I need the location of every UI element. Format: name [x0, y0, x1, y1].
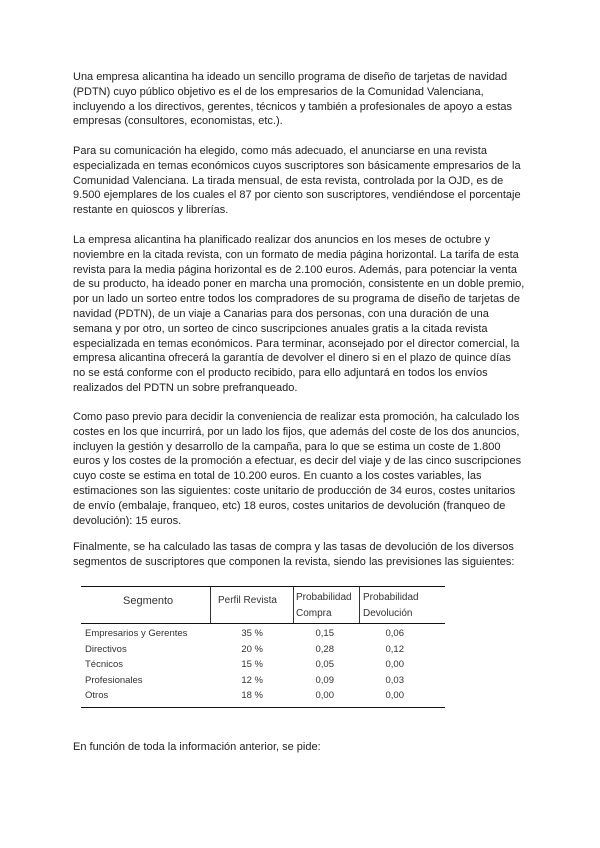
header-compra-line1: Probabilidad [296, 592, 352, 603]
row-perfil: 20 % [241, 644, 263, 655]
row-devolucion: 0,06 [385, 628, 404, 639]
row-compra: 0,00 [315, 690, 334, 701]
table-divider [359, 587, 360, 623]
table-header-rule [81, 623, 445, 624]
header-perfil: Perfil Revista [218, 595, 277, 606]
row-compra: 0,05 [315, 659, 334, 670]
paragraph-request: En función de toda la información anterior, se pide: [73, 741, 321, 753]
header-compra-line2: Compra [296, 608, 332, 619]
table-divider [293, 587, 294, 623]
row-segmento: Empresarios y Gerentes [85, 628, 188, 639]
paragraph-planning: La empresa alicantina ha planificado realizar dos anuncios en los meses de octubre y noviembre en la citada revista, con un formato de media página horizontal. La tarifa de esta revista para la media página horizontal es de 2.100 euros. Además, para potenciar la venta de su producto, ha ideado poner en marcha una promoción, consistente en un doble premio, por un lado un sorteo entre todos los compradores de su programa de diseño de tarjetas de navidad (PDTN), de un viaje a Canarias para dos personas, con una duración de una semana y por otro, un sorteo de cinco suscripciones anuales gratis a la citada revista especializada en temas económicos. Para terminar, aconsejado por el director comercial, la empresa alicantina ofrecerá la garantía de devolver el dinero si en el plazo de quince días no se está conforme con el producto recibido, para ello adjuntará en todos los envíos realizados del PDTN un sobre prefranqueado. [73, 234, 525, 394]
row-devolucion: 0,00 [385, 690, 404, 701]
row-perfil: 18 % [241, 690, 263, 701]
row-segmento: Técnicos [85, 659, 124, 670]
row-segmento: Otros [85, 690, 109, 701]
table-divider [210, 587, 211, 623]
row-perfil: 12 % [241, 675, 263, 686]
header-devolucion-line1: Probabilidad [363, 592, 419, 603]
row-segmento: Directivos [85, 644, 127, 655]
row-compra: 0,15 [315, 628, 334, 639]
row-devolucion: 0,03 [385, 675, 404, 686]
row-compra: 0,09 [315, 675, 334, 686]
row-perfil: 35 % [241, 628, 263, 639]
paragraph-communication: Para su comunicación ha elegido, como más adecuado, el anunciarse en una revista especializada en temas económicos cuyos suscriptores son básicamente empresarios de la Comunidad Valenciana. La tirada mensual, de esta revista, controlada por la OJD, es de 9.500 ejemplares de los cuales el 87 por ciento son suscriptores, vendiéndose el porcentaje restante en quioscos y librerías. [73, 145, 521, 217]
row-segmento: Profesionales [85, 675, 143, 686]
segment-table [81, 586, 445, 708]
header-segmento: Segmento [123, 595, 174, 607]
row-devolucion: 0,00 [385, 659, 404, 670]
paragraph-intro: Una empresa alicantina ha ideado un sencillo programa de diseño de tarjetas de navidad (PDTN) cuyo público objetivo es el de los empresarios de la Comunidad Valenciana, incluyendo a los directivos, gerentes, técnicos y también a profesionales de apoyo a estas empresas (consultores, economistas, etc.). [73, 71, 513, 128]
row-compra: 0,28 [315, 644, 334, 655]
row-devolucion: 0,12 [385, 644, 404, 655]
row-perfil: 15 % [241, 659, 263, 670]
header-devolucion-line2: Devolución [363, 608, 413, 619]
paragraph-costs: Como paso previo para decidir la conveniencia de realizar esta promoción, ha calculado los costes en los que incurrirá, por un lado los fijos, que además del coste de los dos anuncios, incluyen la gestión y desarrollo de la campaña, para lo que se estima un coste de 1.800 euros y los costes de la promoción a efectuar, es decir del viaje y de las cinco suscripciones cuyo coste se estima en total de 10.200 euros. En cuanto a los costes variables, las estimaciones son las siguientes: coste unitario de producción de 34 euros, costes unitarios de envío (embalaje, franqueo, etc) 18 euros, costes unitarios de devolución (franqueo de devolución): 15 euros. [73, 411, 522, 527]
paragraph-rates: Finalmente, se ha calculado las tasas de compra y las tasas de devolución de los diversos segmentos de suscriptores que componen la revista, siendo las previsiones las siguientes: [73, 541, 515, 568]
